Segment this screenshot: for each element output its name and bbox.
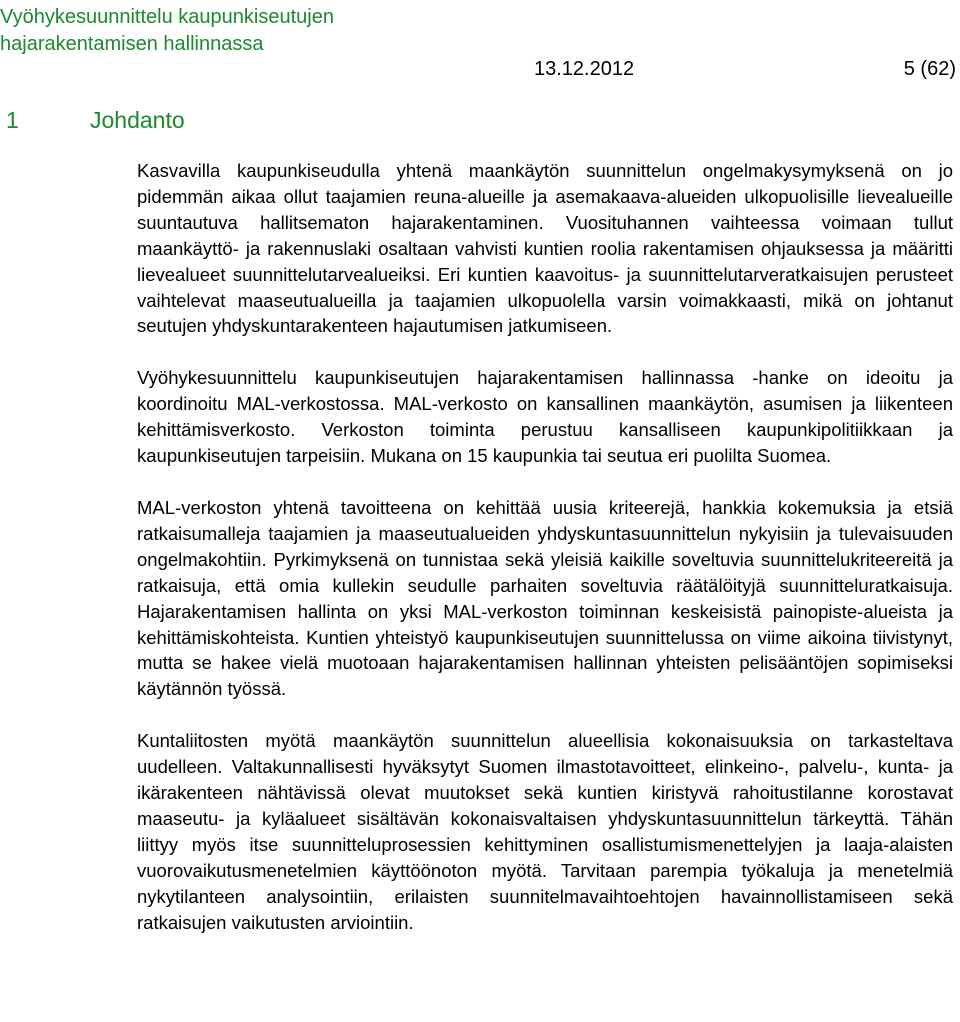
paragraph-3: MAL-verkoston yhtenä tavoitteena on kehittää uusia kriteerejä, hankkia kokemuksia ja etsiä ratkaisumalleja taajamien ja maaseutualueiden yhdyskuntasuunnittelun nykyisiin ja tulevaisuuden ongelmakohtiin. Pyrkimyksenä on tunnistaa sekä yleisiä kaikille soveltuvia suunnittelukriteereitä ja ratkaisuja, että omia kullekin seudulle parhaiten soveltuvia räätälöityjä suunnitteluratkaisuja. Hajarakentamisen hallinta on yksi MAL-verkoston toiminnan keskeisistä painopiste-alueista ja kehittämiskohteista. Kuntien yhteistyö kaupunkiseutujen suunnittelussa on viime aikoina tiivistynyt, mutta se hakee vielä muotoaan hajarakentamisen hallinnan yhteisten pelisääntöjen sopimiseksi käytännön työssä. xyxy=(137,496,953,700)
document-header-title xyxy=(0,4,560,58)
section-heading xyxy=(6,106,185,134)
paragraph-2: Vyöhykesuunnittelu kaupunkiseutujen hajarakentamisen hallinnassa -hanke on ideoitu ja koordinoitu MAL-verkostossa. MAL-verkosto on kansallinen maankäytön, asumisen ja liikenteen kehittämisverkosto. Verkoston toiminta perustuu kansalliseen kaupunkipolitiikkaan ja kaupunkiseutujen tarpeisiin. Mukana on 15 kaupunkia tai seutua eri puolilta Suomea. xyxy=(137,367,953,467)
section-number: 1 xyxy=(6,107,19,133)
header-title-line-2: hajarakentamisen hallinnassa xyxy=(0,33,264,55)
body-text xyxy=(137,158,953,961)
header-title-line-1: Vyöhykesuunnittelu kaupunkiseutujen xyxy=(0,6,334,28)
paragraph-4: Kuntaliitosten myötä maankäytön suunnittelun alueellisia kokonaisuuksia on tarkasteltava uudelleen. Valtakunnallisesti hyväksytyt Suomen ilmastotavoitteet, elinkeino-, palvelu-, kunta- ja ikärakenteen nähtävissä olevat muutokset sekä kuntien kiristyvä rahoitustilanne korostavat maaseutu- ja kyläalueet sisältävän kokonaisvaltaisen yhdyskuntasuunnittelun tärkeyttä. Tähän liittyy myös itse suunnitteluprosessien kehittyminen osallistumismenettelyjen ja laaja-alaisten vuorovaikutusmenetelmien käyttöönoton myötä. Tarvitaan parempia työkaluja ja menetelmiä nykytilanteen analysointiin, erilaisten suunnitelmavaihtoehtojen havainnollistamiseen sekä ratkaisujen vaikutusten arviointiin. xyxy=(137,730,953,933)
paragraph-1: Kasvavilla kaupunkiseudulla yhtenä maankäytön suunnittelun ongelmakysymyksenä on jo pidemmän aikaa ollut taajamien reuna-alueille ja asemakaava-alueiden ulkopuolisille lievealueille suuntautuva hallitsematon hajarakentaminen. Vuosituhannen vaihteessa voimaan tullut maankäyttö- ja rakennuslaki osaltaan vahvisti kuntien roolia rakentamisen ohjauksessa ja määritti lievealueet suunnittelutarvealueiksi. Eri kuntien kaavoitus- ja suunnittelutarveratkaisujen perusteet vaihtelevat maaseutualueilla ja taajamien ulkopuolella varsin voimakkaasti, mikä on johtanut seutujen yhdyskuntarakenteen hajautumisen jatkumiseen. xyxy=(137,160,953,337)
page-number: 5 (62) xyxy=(903,58,956,80)
document-date: 13.12.2012 xyxy=(534,58,635,80)
section-title: Johdanto xyxy=(90,107,185,133)
